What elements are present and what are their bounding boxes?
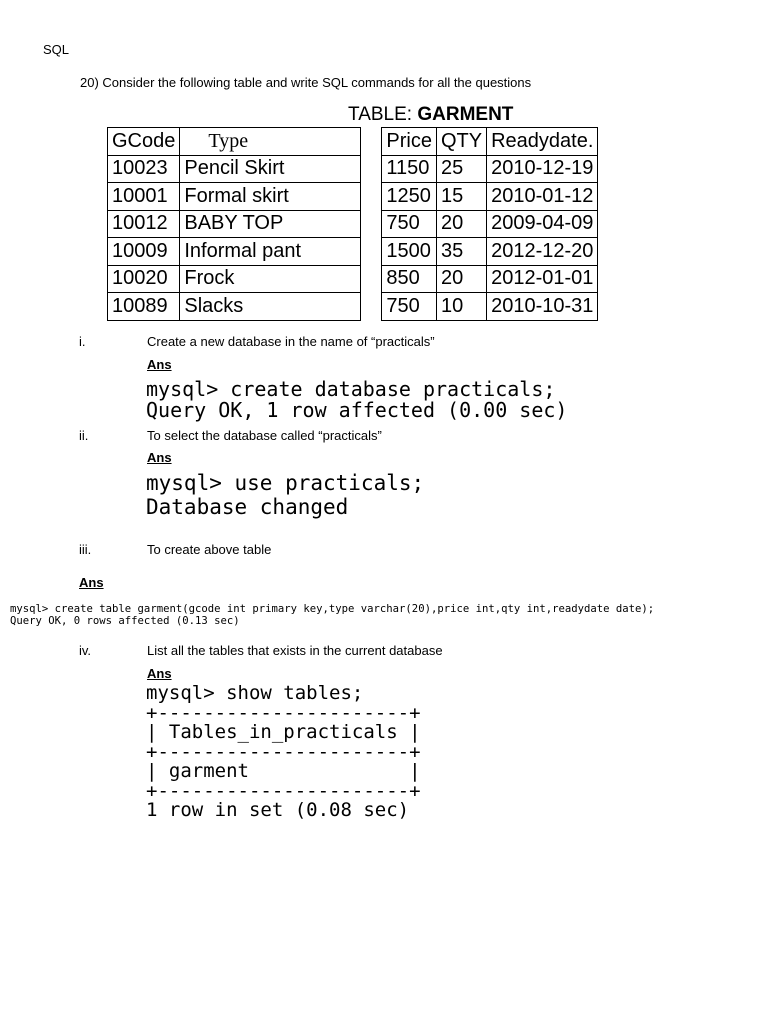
table-row: [108, 155, 598, 183]
item-number: i.: [79, 334, 86, 349]
cell-qty: 10: [436, 293, 486, 321]
question-text: 20) Consider the following table and write SQL commands for all the questions: [80, 75, 532, 90]
item-text: To create above table: [147, 542, 272, 557]
table-gap: [361, 265, 382, 293]
cell-readydate: 2012-12-20: [487, 238, 598, 266]
code-line: Query OK, 1 row affected (0.00 sec): [146, 398, 568, 422]
header-readydate: Readydate.: [487, 128, 598, 156]
code-line: +----------------------+: [146, 779, 421, 802]
table-row: [108, 183, 598, 211]
table-gap: [361, 128, 382, 156]
cell-gcode: 10001: [108, 183, 180, 211]
code-line: mysql> use practicals;: [146, 471, 425, 495]
cell-gcode: 10020: [108, 265, 180, 293]
cell-readydate: 2010-10-31: [487, 293, 598, 321]
cell-type: Frock: [180, 265, 361, 293]
answer-label: Ans: [79, 575, 104, 590]
header-price: Price: [382, 128, 437, 156]
cell-type: Informal pant: [180, 238, 361, 266]
answer-label: Ans: [147, 666, 172, 681]
table-gap: [361, 210, 382, 238]
cell-price: 750: [382, 293, 437, 321]
table-row: [108, 238, 598, 266]
cell-type: BABY TOP: [180, 210, 361, 238]
code-line: | Tables_in_practicals |: [146, 721, 421, 743]
table-row: [108, 210, 598, 238]
cell-qty: 35: [436, 238, 486, 266]
table-row: [108, 265, 598, 293]
table-gap: [361, 238, 382, 266]
answer-label: Ans: [147, 450, 172, 465]
cell-type: Formal skirt: [180, 183, 361, 211]
table-gap: [361, 183, 382, 211]
code-block: [146, 684, 421, 821]
header-type: Type: [180, 128, 361, 156]
cell-price: 750: [382, 210, 437, 238]
answer-label: Ans: [147, 357, 172, 372]
table-gap: [361, 155, 382, 183]
code-line: mysql> create table garment(gcode int primary key,type varchar(20),price int,qty int,readydate date);: [10, 603, 655, 615]
cell-gcode: 10023: [108, 155, 180, 183]
code-line: Query OK, 0 rows affected (0.13 sec): [10, 615, 240, 627]
item-text: To select the database called “practicals”: [147, 428, 382, 443]
cell-readydate: 2010-12-19: [487, 155, 598, 183]
cell-price: 1150: [382, 155, 437, 183]
item-number: ii.: [79, 428, 89, 443]
cell-qty: 15: [436, 183, 486, 211]
table-row: [108, 293, 598, 321]
code-line: Database changed: [146, 495, 349, 519]
cell-readydate: 2009-04-09: [487, 210, 598, 238]
item-text: Create a new database in the name of “practicals”: [147, 334, 435, 349]
garment-table: [107, 127, 598, 321]
table-title-name: GARMENT: [417, 104, 514, 125]
table-header-row: [108, 128, 598, 156]
table-title-prefix: TABLE:: [348, 104, 418, 125]
table-gap: [361, 293, 382, 321]
cell-gcode: 10089: [108, 293, 180, 321]
cell-gcode: 10009: [108, 238, 180, 266]
cell-qty: 20: [436, 210, 486, 238]
cell-readydate: 2012-01-01: [487, 265, 598, 293]
code-line: +----------------------+: [146, 740, 421, 763]
cell-price: 1500: [382, 238, 437, 266]
code-line: 1 row in set (0.08 sec): [146, 799, 410, 821]
cell-qty: 20: [436, 265, 486, 293]
cell-readydate: 2010-01-12: [487, 183, 598, 211]
item-text: List all the tables that exists in the current database: [147, 643, 443, 658]
cell-qty: 25: [436, 155, 486, 183]
item-number: iv.: [79, 643, 92, 658]
cell-price: 850: [382, 265, 437, 293]
cell-gcode: 10012: [108, 210, 180, 238]
section-heading: SQL: [43, 42, 70, 57]
code-line: +----------------------+: [146, 701, 421, 724]
table-title: [348, 104, 513, 126]
header-qty: QTY: [436, 128, 486, 156]
header-gcode: GCode: [108, 128, 180, 156]
cell-price: 1250: [382, 183, 437, 211]
code-line: | garment |: [146, 760, 421, 782]
cell-type: Pencil Skirt: [180, 155, 361, 183]
cell-type: Slacks: [180, 293, 361, 321]
code-line: mysql> create database practicals;: [146, 377, 556, 401]
code-line: mysql> show tables;: [146, 682, 364, 704]
item-number: iii.: [79, 542, 92, 557]
